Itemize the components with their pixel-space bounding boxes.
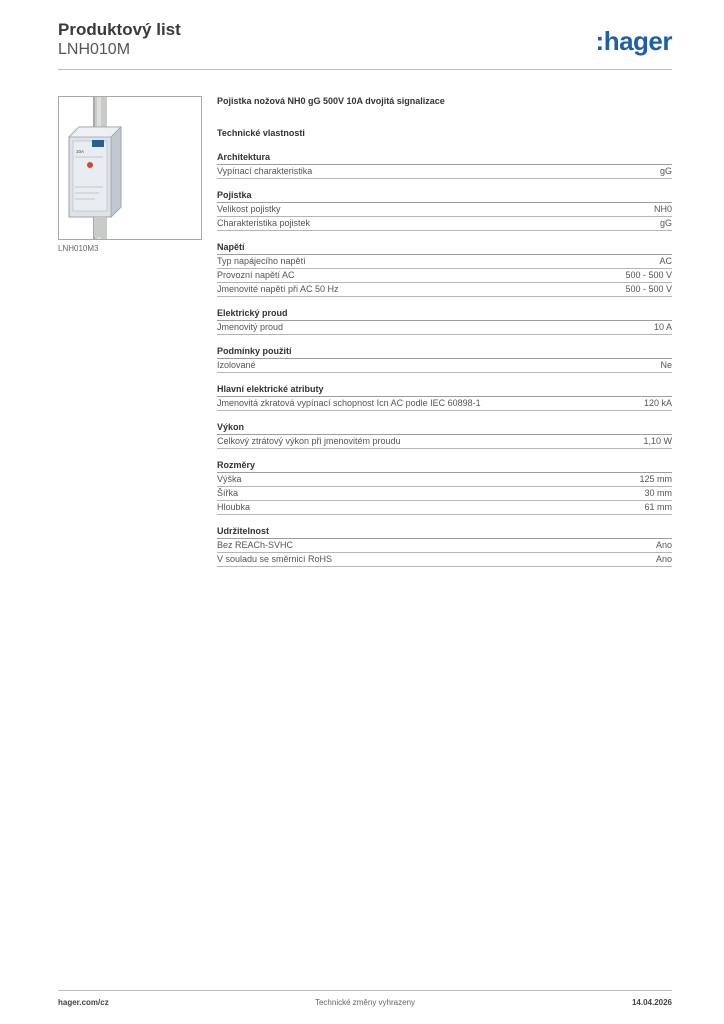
footer-divider (58, 990, 672, 991)
spec-row (217, 435, 672, 449)
image-caption: LNH010M3 (58, 244, 99, 253)
document-title: Produktový list (58, 20, 181, 39)
fuse-indicator (87, 162, 93, 168)
spec-row (217, 217, 672, 231)
product-image (58, 96, 202, 240)
fuse-brand-plate (92, 140, 104, 147)
spec-group-vykon (217, 422, 672, 449)
group-title: Podmínky použití (217, 346, 672, 359)
fuse-illustration (59, 97, 201, 239)
spec-label: V souladu se směrnicí RoHS (217, 554, 333, 564)
spec-row (217, 203, 672, 217)
fuse-label-text: 10A (76, 149, 85, 154)
spec-group-pojistka (217, 190, 672, 231)
spec-value: AC (659, 256, 672, 266)
spec-value: 125 mm (639, 474, 672, 484)
spec-value: 30 mm (644, 488, 672, 498)
document-header (58, 20, 181, 60)
spec-group-udrzitelnost (217, 526, 672, 567)
spec-label: Hloubka (217, 502, 251, 512)
spec-group-hlavni-elektricke-atributy (217, 384, 672, 411)
spec-label: Bez REACh-SVHC (217, 540, 294, 550)
spec-value: 10 A (653, 322, 672, 332)
spec-label: Celkový ztrátový výkon při jmenovitém proudu (217, 436, 401, 446)
group-title: Pojistka (217, 190, 672, 203)
spec-value: Ano (655, 554, 672, 564)
spec-row (217, 487, 672, 501)
spec-group-napeti (217, 242, 672, 297)
footer-date: 14.04.2026 (631, 998, 672, 1007)
group-title: Elektrický proud (217, 308, 672, 321)
footer-notice: Technické změny vyhrazeny (314, 998, 416, 1007)
spec-value: 500 - 500 V (625, 284, 672, 294)
logo-dots: : (595, 26, 604, 56)
spec-row (217, 269, 672, 283)
spec-row (217, 473, 672, 487)
group-title: Architektura (217, 152, 672, 165)
spec-label: Typ napájecího napětí (217, 256, 306, 266)
spec-row (217, 539, 672, 553)
spec-label: Výška (217, 474, 242, 484)
spec-row (217, 359, 672, 373)
spec-value: 500 - 500 V (625, 270, 672, 280)
spec-group-podminky-pouziti (217, 346, 672, 373)
spec-value: gG (659, 166, 672, 176)
spec-value: gG (659, 218, 672, 228)
spec-row (217, 397, 672, 411)
spec-label: Provozní napětí AC (217, 270, 295, 280)
spec-value: 1,10 W (643, 436, 672, 446)
spec-value: 120 kA (643, 398, 672, 408)
product-name: Pojistka nožová NH0 gG 500V 10A dvojitá signalizace (217, 96, 445, 106)
hager-logo[interactable] (596, 26, 672, 57)
group-title: Rozměry (217, 460, 672, 473)
spec-row (217, 283, 672, 297)
spec-row (217, 321, 672, 335)
group-title: Hlavní elektrické atributy (217, 384, 672, 397)
spec-row (217, 553, 672, 567)
section-heading: Technické vlastnosti (217, 128, 305, 138)
spec-value: Ano (655, 540, 672, 550)
spec-group-rozmery (217, 460, 672, 515)
spec-value: NH0 (653, 204, 672, 214)
footer-website-link[interactable]: hager.com/cz (58, 998, 109, 1007)
spec-label: Jmenovité napětí při AC 50 Hz (217, 284, 339, 294)
spec-label: Šířka (217, 488, 239, 498)
spec-group-elektricky-proud (217, 308, 672, 335)
spec-value: 61 mm (644, 502, 672, 512)
spec-label: Jmenovitá zkratová vypínací schopnost Icn AC podle IEC 60898-1 (217, 398, 481, 408)
group-title: Výkon (217, 422, 672, 435)
spec-label: Charakteristika pojistek (217, 218, 311, 228)
group-title: Napětí (217, 242, 672, 255)
header-divider (58, 69, 672, 70)
spec-row (217, 501, 672, 515)
spec-label: Velikost pojistky (217, 204, 281, 214)
spec-row (217, 255, 672, 269)
spec-group-architektura (217, 152, 672, 179)
logo-text: hager (603, 26, 672, 56)
spec-value: Ne (660, 360, 672, 370)
spec-label: Vypínací charakteristika (217, 166, 313, 176)
group-title: Udržitelnost (217, 526, 672, 539)
spec-label: Jmenovitý proud (217, 322, 284, 332)
technical-specs (217, 96, 672, 578)
product-code: LNH010M (58, 41, 131, 58)
spec-label: Izolované (217, 360, 256, 370)
spec-row (217, 165, 672, 179)
